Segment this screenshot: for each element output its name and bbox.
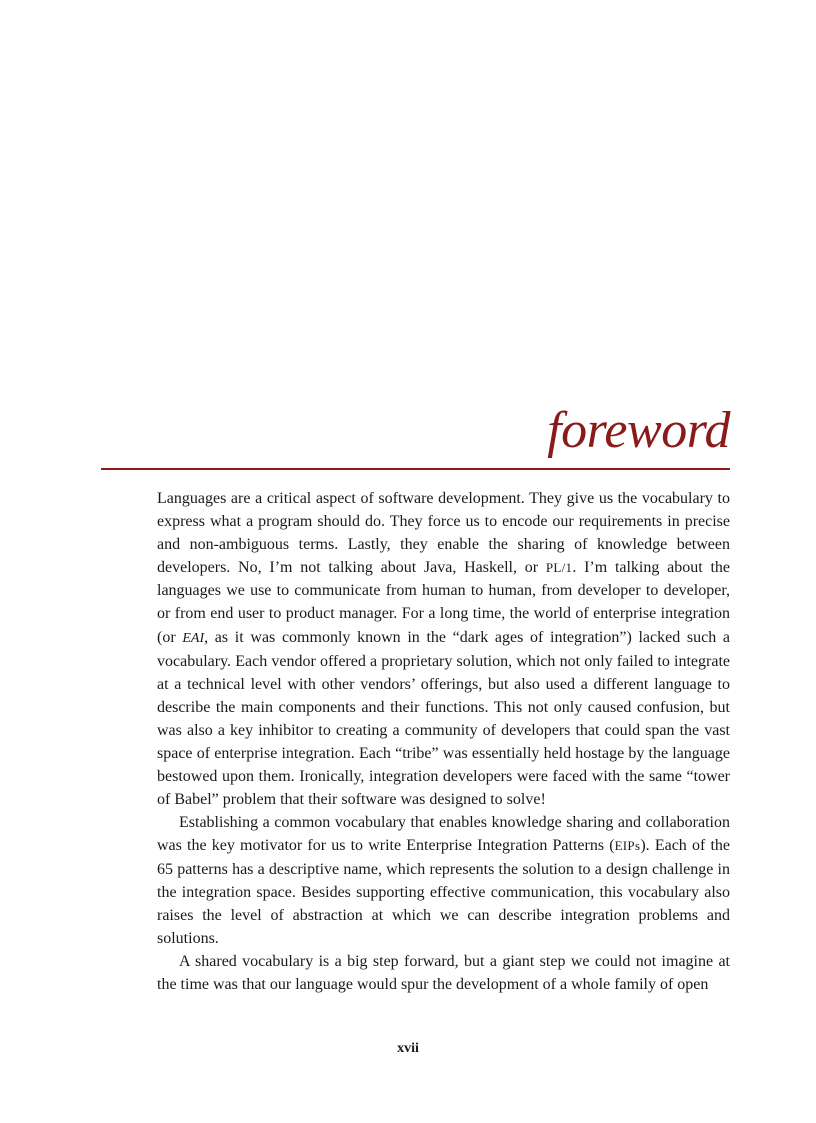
- page-number: xvii: [397, 1041, 419, 1056]
- body-text: [157, 487, 730, 996]
- small-caps-eips: EIPs: [614, 838, 641, 854]
- chapter-title: foreword: [547, 402, 730, 459]
- italic-eai: EAI: [182, 630, 205, 646]
- paragraph-1: Languages are a critical aspect of software development. They give us the vocabulary to express what a program should do. They force us to encode our requirements in precise and non-ambiguous terms. Lastly, they enable the sharing of knowledge between developers. No, I’m not talking about Java, Haskell, or PL/1. I’m talking about the languages we use to communicate from human to human, from developer to developer, or from end user to product manager. For a long time, the world of enterprise integration (or EAI, as it was commonly known in the “dark ages of integration”) lacked such a vocabulary. Each vendor offered a proprietary solution, which not only failed to integrate at a technical level with other vendors’ offerings, but also used a different language to describe the main components and their functions. This not only caused confusion, but was also a key inhibitor to creating a community of developers that could span the vast space of enterprise integration. Each “tribe” was essentially held hostage by the language bestowed upon them. Ironically, integration developers were faced with the same “tower of Babel” problem that their software was designed to solve!: [157, 490, 731, 809]
- small-caps-pl1: PL/1: [545, 560, 573, 576]
- paragraph-3: A shared vocabulary is a big step forward, but a giant step we could not imagine at the time was that our language would spur the development of a whole family of open: [157, 952, 730, 993]
- title-rule: [101, 468, 730, 470]
- paragraph-2: Establishing a common vocabulary that enables knowledge sharing and collaboration was the key motivator for us to write Enterprise Integration Patterns (EIPs). Each of the 65 patterns has a descriptive name, which represents the solution to a design challenge in the integration space. Besides supporting effective communication, this vocabulary also raises the level of abstraction at which we can describe integration problems and solutions.: [157, 814, 730, 947]
